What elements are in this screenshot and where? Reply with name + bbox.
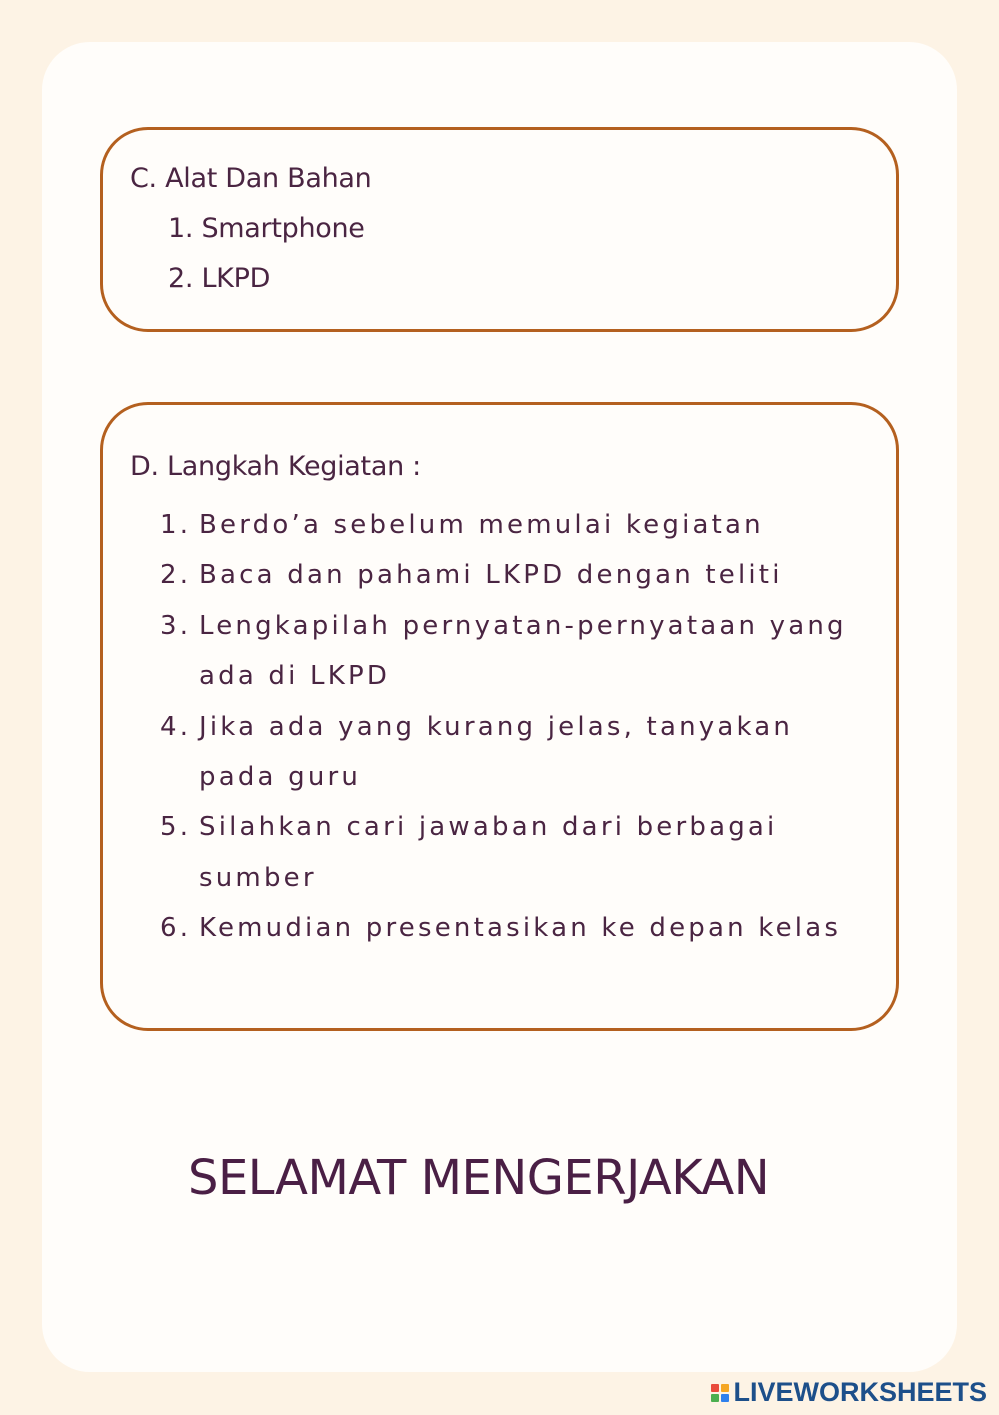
step-number: 6. xyxy=(160,913,192,944)
step-number: 3. xyxy=(160,610,192,641)
logo-square-orange xyxy=(721,1384,729,1392)
step-number: 4. xyxy=(160,711,192,742)
activity-steps-heading: D. Langkah Kegiatan : xyxy=(130,451,421,482)
step-number: 2. xyxy=(160,560,192,591)
list-item xyxy=(160,550,860,600)
liveworksheets-brand[interactable] xyxy=(711,1377,987,1408)
list-item xyxy=(160,601,860,702)
list-item xyxy=(160,802,860,903)
step-text: Jika ada yang kurang jelas, tanyakan pada guru xyxy=(199,711,794,793)
logo-square-red xyxy=(711,1384,719,1392)
logo-square-blue xyxy=(721,1394,729,1402)
list-item xyxy=(160,500,860,550)
list-item xyxy=(160,903,860,953)
activity-steps-list xyxy=(160,500,860,954)
step-text: Baca dan pahami LKPD dengan teliti xyxy=(199,560,783,591)
step-number: 1. xyxy=(160,510,192,540)
tools-item-lkpd: 2. LKPD xyxy=(168,263,271,294)
tools-materials-heading: C. Alat Dan Bahan xyxy=(130,163,372,194)
logo-square-green xyxy=(711,1394,719,1402)
liveworksheets-brand-text: LIVEWORKSHEETS xyxy=(733,1377,987,1407)
step-text: Berdo’a sebelum memulai kegiatan xyxy=(199,510,764,540)
list-item xyxy=(160,702,860,803)
closing-message: SELAMAT MENGERJAKAN xyxy=(188,1150,770,1206)
step-text: Lengkapilah pernyatan-pernyataan yang ada di LKPD xyxy=(199,610,847,692)
step-text: Silahkan cari jawaban dari berbagai sumber xyxy=(199,812,778,893)
liveworksheets-logo-icon xyxy=(711,1384,729,1402)
tools-item-smartphone: 1. Smartphone xyxy=(168,213,365,244)
step-text: Kemudian presentasikan ke depan kelas xyxy=(199,913,842,944)
step-number: 5. xyxy=(160,812,192,843)
